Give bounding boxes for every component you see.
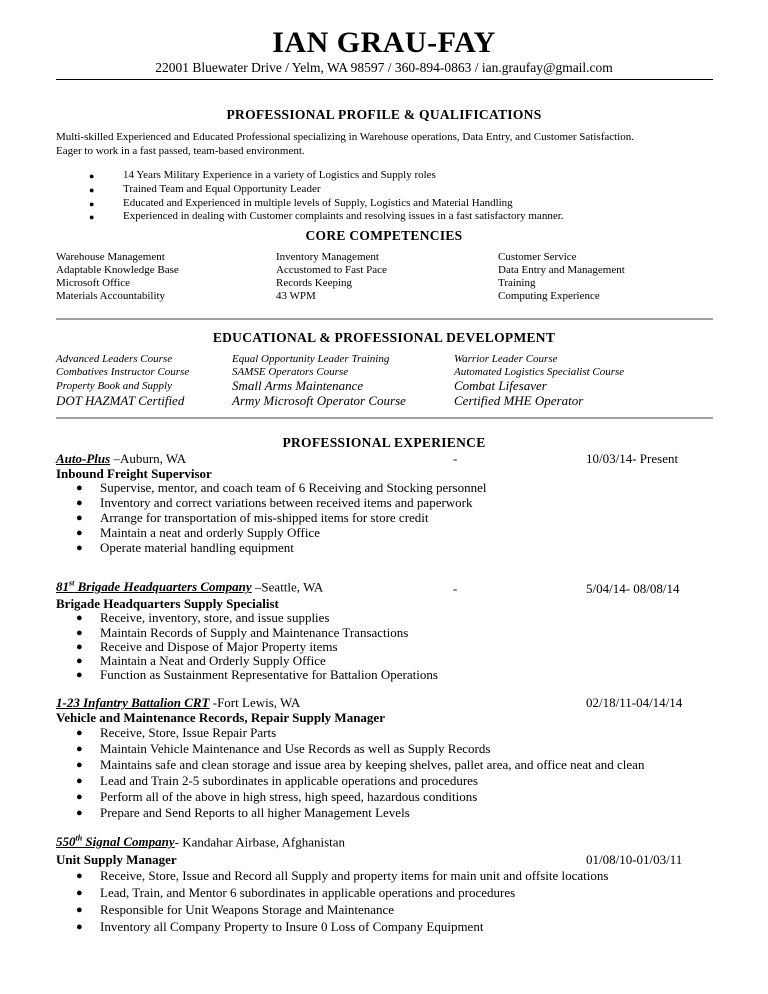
bullet-icon: ● [76,807,83,819]
competency-item: Warehouse Management [56,251,165,263]
bullet-icon: ● [76,759,83,771]
job-dates: 02/18/11-04/14/14 [586,695,683,710]
course-item: Advanced Leaders Course [56,353,173,365]
job-dates: 10/03/14- Present [586,451,679,466]
bullet-icon: ● [76,870,83,882]
bullet-icon: ● [76,921,83,933]
contact-line: 22001 Bluewater Drive / Yelm, WA 98597 / 360-894-0863 / ian.graufay@gmail.com [155,60,613,75]
course-item: SAMSE Operators Course [232,366,349,378]
job-duty: Arrange for transportation of mis-shipped items for store credit [100,510,429,525]
course-item: Property Book and Supply [56,380,172,392]
course-item: DOT HAZMAT Certified [56,393,185,408]
bullet-icon: ● [76,542,83,554]
job-title: Unit Supply Manager [56,852,177,867]
bullet-icon: ● [76,904,83,916]
job-duty: Lead and Train 2-5 subordinates in applicable operations and procedures [100,773,478,788]
profile-paragraph-1: Multi-skilled Experienced and Educated Professional specializing in Warehouse operations, Data Entry, and Customer Satisfaction. [56,131,634,143]
job-duty: Receive, inventory, store, and issue supplies [100,610,330,625]
course-item: Automated Logistics Specialist Course [454,366,625,378]
job-duty: Maintain a Neat and Orderly Supply Office [100,653,326,668]
competencies-heading: CORE COMPETENCIES [305,228,463,243]
job-title: Inbound Freight Supervisor [56,466,212,481]
job-duty: Lead, Train, and Mentor 6 subordinates in applicable operations and procedures [100,885,516,900]
job-duty: Maintain Vehicle Maintenance and Use Records as well as Supply Records [100,741,491,756]
job-location: –Auburn, WA [110,451,187,466]
bullet-icon: ● [76,482,83,494]
job-company: Auto-Plus [56,451,111,466]
candidate-name: IAN GRAU-FAY [272,26,496,59]
job-duty: Function as Sustainment Representative for Battalion Operations [100,667,438,682]
bullet-icon: ● [76,743,83,755]
job-duty: Responsible for Unit Weapons Storage and Maintenance [100,902,395,917]
competency-item: Materials Accountability [56,290,166,302]
bullet-icon: ● [89,171,95,181]
job-location: -Fort Lewis, WA [209,695,301,710]
profile-heading: PROFESSIONAL PROFILE & QUALIFICATIONS [226,107,542,122]
bullet-icon: ● [76,641,83,653]
course-item: Small Arms Maintenance [232,378,364,393]
profile-paragraph-2: Eager to work in a fast passed, team-based environment. [56,145,305,157]
competency-item: Data Entry and Management [498,264,625,276]
bullet-icon: ● [76,727,83,739]
course-item: Combat Lifesaver [454,378,547,393]
job-date-dash: - [453,581,458,596]
competency-item: Computing Experience [498,290,600,302]
header-divider [56,79,713,80]
job-duty: Inventory and correct variations between received items and paperwork [100,495,473,510]
competency-item: Customer Service [498,251,577,263]
competency-item: Adaptable Knowledge Base [56,264,179,276]
course-item: Warrior Leader Course [454,353,558,365]
job-title: Vehicle and Maintenance Records, Repair Supply Manager [56,710,385,725]
bullet-icon: ● [89,199,95,209]
bullet-icon: ● [76,775,83,787]
course-item: Equal Opportunity Leader Training [232,353,390,365]
education-heading: EDUCATIONAL & PROFESSIONAL DEVELOPMENT [212,330,556,345]
bullet-icon: ● [76,497,83,509]
bullet-icon: ● [76,627,83,639]
job-duty: Maintain Records of Supply and Maintenance Transactions [100,625,409,640]
competency-item: Inventory Management [276,251,379,263]
bullet-icon: ● [76,655,83,667]
job-duty: Maintains safe and clean storage and issue area by keeping shelves, pallet area, and office neat and clean [100,757,645,772]
job-duty: Inventory all Company Property to Insure 0 Loss of Company Equipment [100,919,484,934]
job-duty: Supervise, mentor, and coach team of 6 Receiving and Stocking personnel [100,480,487,495]
job-dates: 01/08/10-01/03/11 [586,852,683,867]
bullet-icon: ● [76,612,83,624]
course-item: Combatives Instructor Course [56,366,190,378]
job-date-dash: - [453,451,458,466]
job-duty: Prepare and Send Reports to all higher Management Levels [100,805,410,820]
competency-item: Microsoft Office [56,277,131,289]
course-item: Certified MHE Operator [454,393,584,408]
bullet-icon: ● [76,791,83,803]
bullet-icon: ● [76,512,83,524]
job-duty: Receive, Store, Issue Repair Parts [100,725,277,740]
job-duty: Receive, Store, Issue and Record all Supply and property items for main unit and offsite locations [100,868,609,883]
experience-heading: PROFESSIONAL EXPERIENCE [282,435,486,450]
competency-item: 43 WPM [276,290,316,302]
job-dates: 5/04/14- 08/08/14 [586,581,680,596]
job-company: 550th Signal Company [56,834,175,850]
course-item: Army Microsoft Operator Course [232,393,406,408]
bullet-icon: ● [76,669,83,681]
job-company: 1-23 Infantry Battalion CRT [56,695,210,710]
section-divider [56,417,713,419]
job-location: - Kandahar Airbase, Afghanistan [174,834,346,850]
job-duty: Receive and Dispose of Major Property items [100,639,338,654]
bullet-icon: ● [76,887,83,899]
competency-item: Training [498,277,536,289]
job-duty: Perform all of the above in high stress, high speed, hazardous conditions [100,789,478,804]
bullet-icon: ● [89,212,95,222]
job-duty: Operate material handling equipment [100,540,294,555]
bullet-icon: ● [89,185,95,195]
bullet-icon: ● [76,527,83,539]
job-duty: Maintain a neat and orderly Supply Office [100,525,320,540]
competency-item: Records Keeping [276,277,353,289]
job-company: 81st Brigade Headquarters Company [56,579,252,595]
competency-item: Accustomed to Fast Pace [276,264,387,276]
job-title: Brigade Headquarters Supply Specialist [56,596,279,611]
section-divider [56,318,713,320]
job-location: –Seattle, WA [251,579,324,595]
